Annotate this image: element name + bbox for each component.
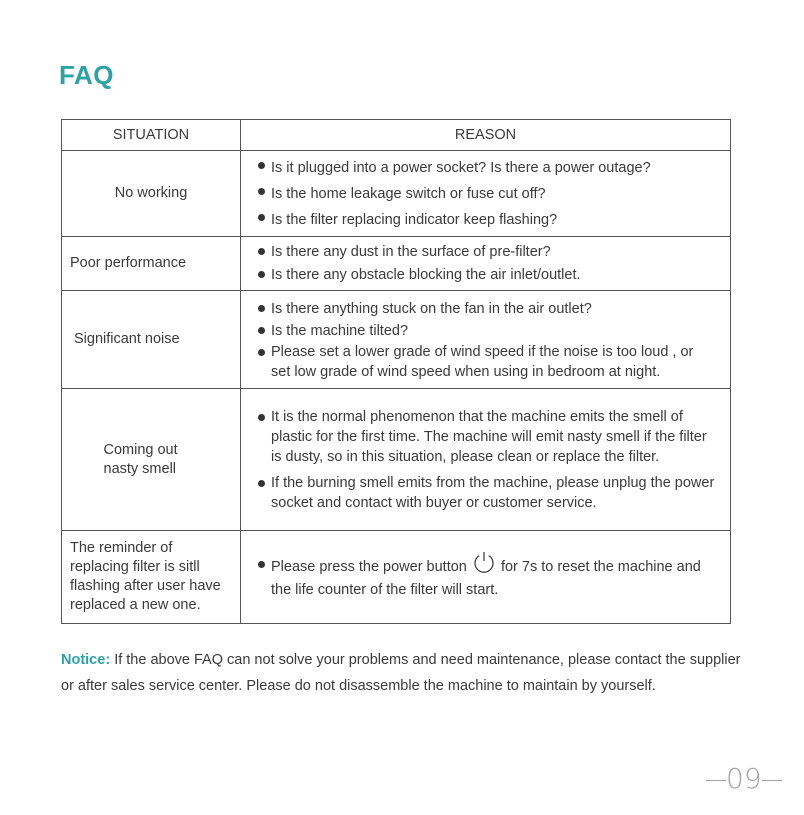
reason-cell xyxy=(241,237,731,291)
header-reason: REASON xyxy=(241,120,731,151)
table-row xyxy=(62,291,731,389)
reason-cell xyxy=(241,291,731,389)
notice-label: Notice: xyxy=(61,652,111,668)
table-header-row xyxy=(62,120,731,151)
reason-cell xyxy=(241,151,731,237)
reason-item: Is there anything stuck on the fan in the air outlet? xyxy=(258,298,716,320)
table-row xyxy=(62,531,731,624)
situation-text: The reminder of replacing filter is sitll flashing after user have replaced a new one. xyxy=(70,540,221,613)
situation-text: Poor performance xyxy=(70,255,187,271)
header-situation: SITUATION xyxy=(62,120,241,151)
table-row xyxy=(62,389,731,531)
reason-item: If the burning smell emits from the machine, please unplug the power socket and contact with buyer or customer service. xyxy=(258,473,716,513)
reason-item: Is there any dust in the surface of pre-filter? xyxy=(258,241,716,264)
situation-text: No working xyxy=(114,185,188,201)
reason-item: Please set a lower grade of wind speed if the noise is too loud , or set low grade of wind speed when using in bedroom at night. xyxy=(258,342,716,382)
page-number-value: 09 xyxy=(726,762,762,795)
reason-item: Is the home leakage switch or fuse cut off? xyxy=(258,181,716,207)
situation-cell xyxy=(62,151,241,237)
page-number xyxy=(706,762,782,795)
power-icon xyxy=(472,550,496,580)
reason-text: Please press the power button xyxy=(271,558,467,575)
notice-text: If the above FAQ can not solve your problems and need maintenance, please contact the supplier or after sales service center. Please do not disassemble the machine to maintain by yourself. xyxy=(61,652,741,694)
reason-text: for 7s to reset the machine and the life counter of the filter will start. xyxy=(271,558,701,598)
table-row xyxy=(62,151,731,237)
page-number-dash-left xyxy=(706,780,726,781)
situation-text: Coming out nasty smell xyxy=(103,441,178,477)
reason-item: Is there any obstacle blocking the air inlet/outlet. xyxy=(258,264,716,287)
situation-cell xyxy=(62,237,241,291)
page-title: FAQ xyxy=(59,60,114,90)
reason-item: Is the filter replacing indicator keep flashing? xyxy=(258,207,716,233)
faq-table xyxy=(61,119,731,624)
situation-cell xyxy=(62,291,241,389)
situation-cell xyxy=(62,531,241,624)
situation-cell xyxy=(62,389,241,531)
notice-paragraph xyxy=(61,648,741,699)
reason-item xyxy=(258,554,716,600)
reason-item: It is the normal phenomenon that the machine emits the smell of plastic for the first time. The machine will emit nasty smell if the filter is dusty, so in this situation, please clean or replace the filter. xyxy=(258,407,716,467)
reason-cell xyxy=(241,389,731,531)
page-number-dash-right xyxy=(762,780,782,781)
situation-text: Significant noise xyxy=(74,331,180,347)
reason-cell xyxy=(241,531,731,624)
table-row xyxy=(62,237,731,291)
reason-item: Is the machine tilted? xyxy=(258,320,716,342)
reason-item: Is it plugged into a power socket? Is there a power outage? xyxy=(258,155,716,181)
